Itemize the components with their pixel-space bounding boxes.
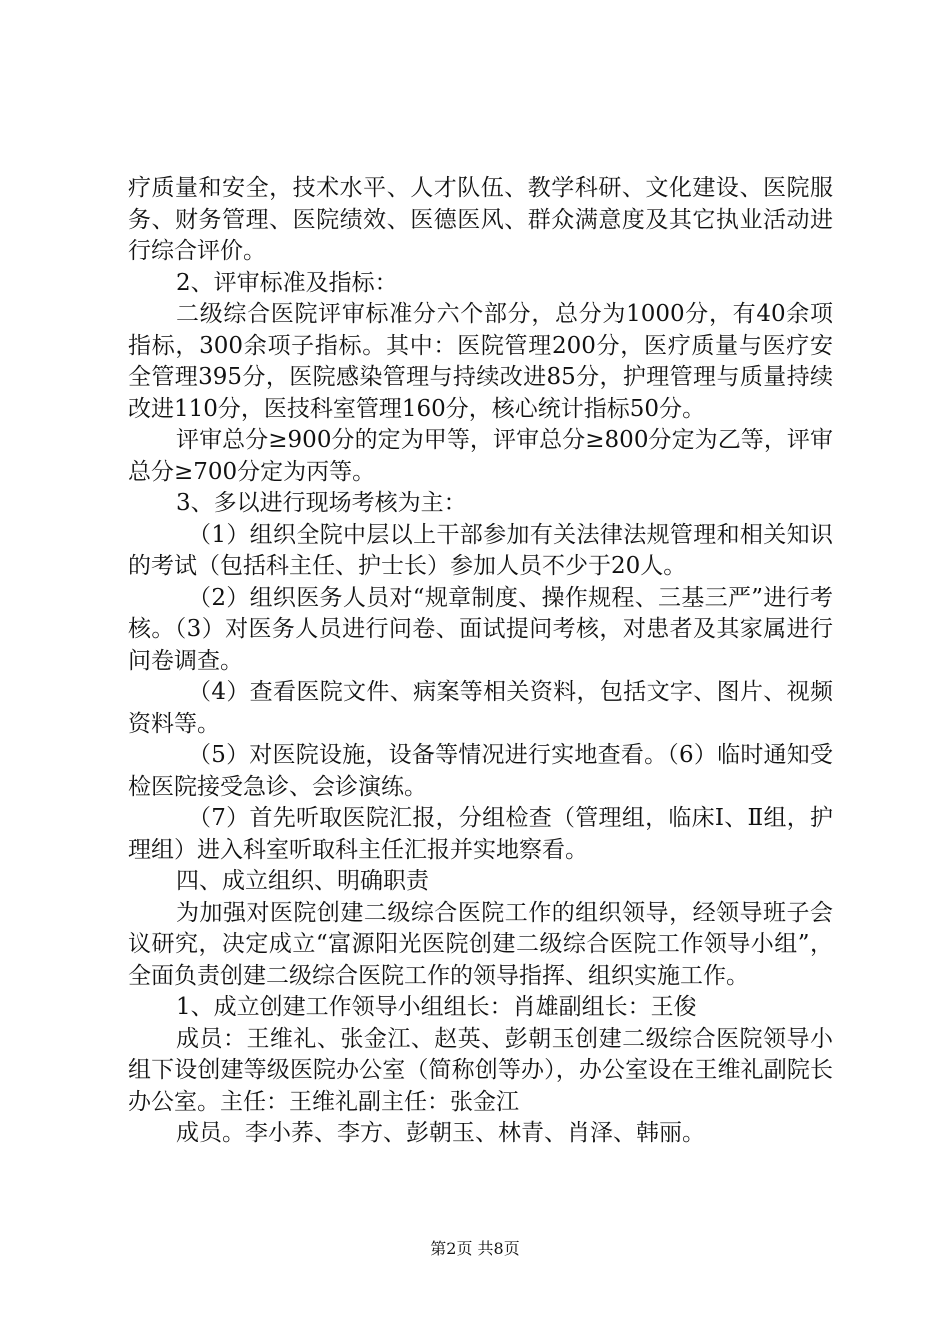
body-paragraph-leadership: 为加强对医院创建二级综合医院工作的组织领导，经领导班子会议研究，决定成立“富源阳光医院创建二级综合医院工作领导小组”，全面负责创建二级综合医院工作的领导指挥、组织实施工作。 [128,899,833,989]
list-item-4: （4）查看医院文件、病案等相关资料，包括文字、图片、视频资料等。 [128,679,833,737]
section-heading-review-standards: 2、评审标准及指标： [176,269,398,296]
section-heading-organization: 四、成立组织、明确职责 [176,868,429,894]
section-heading-onsite-review: 3、多以进行现场考核为主： [176,490,467,516]
body-paragraph-scores: 二级综合医院评审标准分六个部分，总分为1000分，有40余项指标，300余项子指标。其中：医院管理200分，医疗质量与医疗安全管理395分，医院感染管理与持续改进85分，护理管理与质量持续改进110分，医技科室管理160分，核心统计指标50分。 [128,301,833,422]
page-number-footer: 第2页 共8页 [430,1239,520,1258]
body-paragraph-grades: 评审总分≥900分的定为甲等，评审总分≥800分定为乙等，评审总分≥700分定为丙等。 [128,427,833,485]
document-body [128,173,833,1150]
list-item-2-3: （2）组织医务人员对“规章制度、操作规程、三基三严”进行考核。（3）对医务人员进行问卷、面试提问考核，对患者及其家属进行问卷调查。 [128,584,833,674]
list-item-1: （1）组织全院中层以上干部参加有关法律法规管理和相关知识的考试（包括科主任、护士长）参加人员不少于20人。 [128,521,833,579]
body-paragraph-group-leaders: 1、成立创建工作领导小组组长：肖雄副组长：王俊 [176,994,697,1020]
list-item-5-6: （5）对医院设施，设备等情况进行实地查看。（6）临时通知受检医院接受急诊、会诊演练。 [128,742,833,800]
body-paragraph-office-members: 成员。李小荞、李方、彭朝玉、林青、肖泽、韩丽。 [176,1120,705,1146]
list-item-7: （7）首先听取医院汇报，分组检查（管理组，临床Ⅰ、Ⅱ组，护理组）进入科室听取科主任汇报并实地察看。 [128,805,833,863]
body-paragraph-members-office: 成员：王维礼、张金江、赵英、彭朝玉创建二级综合医院领导小组下设创建等级医院办公室（简称创等办），办公室设在王维礼副院长办公室。主任：王维礼副主任：张金江 [128,1025,833,1115]
body-paragraph-1: 疗质量和安全，技术水平、人才队伍、教学科研、文化建设、医院服务、财务管理、医院绩效、医德医风、群众满意度及其它执业活动进行综合评价。 [128,175,833,264]
